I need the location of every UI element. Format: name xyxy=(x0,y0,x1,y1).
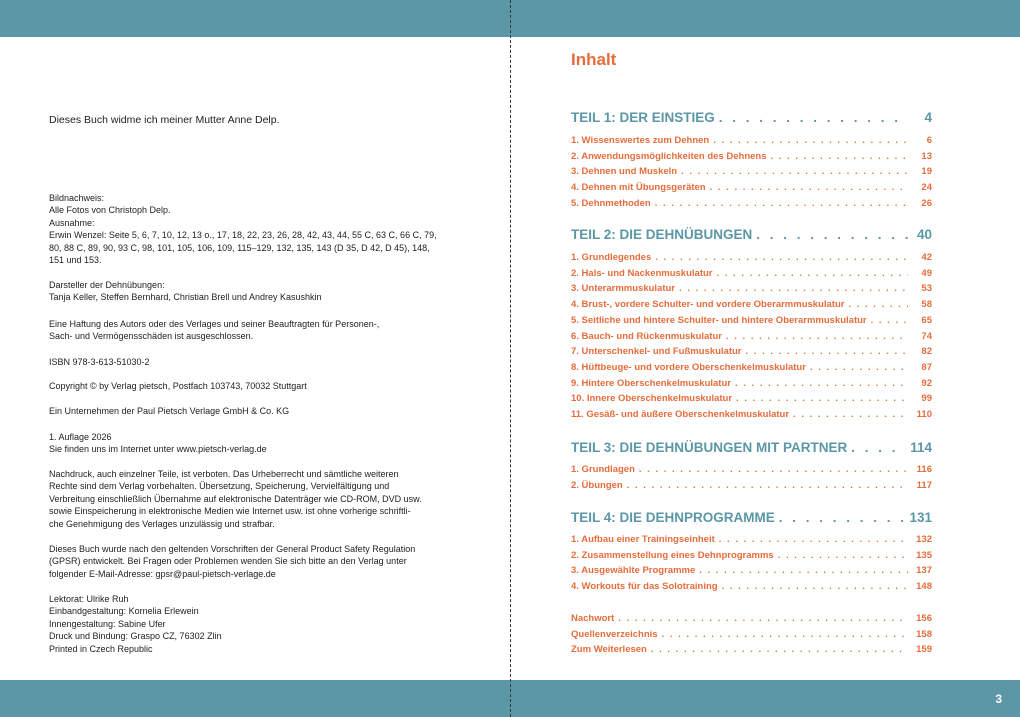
toc-entry xyxy=(571,283,932,294)
toc-entry-page: 117 xyxy=(916,480,932,491)
credits-photos xyxy=(49,192,449,266)
leader-dots xyxy=(771,151,909,162)
leader-dots xyxy=(746,346,909,357)
toc-title: Inhalt xyxy=(571,50,617,69)
toc-part-page: 131 xyxy=(909,510,932,525)
copyright: Copyright © by Verlag pietsch, Postfach 103743, 70032 Stuttgart xyxy=(49,381,307,391)
leader-dots xyxy=(848,299,908,310)
dedication: Dieses Buch widme ich meiner Mutter Anne Delp. xyxy=(49,114,280,126)
toc-entry xyxy=(571,346,932,357)
toc-entry xyxy=(571,378,932,389)
text-line: Innengestaltung: Sabine Ufer xyxy=(49,618,166,629)
leader-dots xyxy=(726,331,908,342)
toc-entry xyxy=(571,393,932,404)
toc-entry xyxy=(571,252,932,263)
rights-notice xyxy=(49,468,449,530)
toc-entry xyxy=(571,464,932,475)
toc-entry-title: 2. Zusammenstellung eines Dehnprogramms xyxy=(571,550,774,561)
toc-part-title: TEIL 2: DIE DEHNÜBUNGEN xyxy=(571,227,753,242)
toc-entry xyxy=(571,299,932,310)
toc-entry-title: 1. Grundlegendes xyxy=(571,252,652,263)
toc-part-title: TEIL 1: DER EINSTIEG xyxy=(571,110,715,125)
text-line: Rechte sind dem Verlag vorbehalten. Übersetzung, Speicherung, Vervielfältigung und xyxy=(49,481,390,492)
staff-credits xyxy=(49,593,449,655)
toc-entry-title: 1. Aufbau einer Trainingseinheit xyxy=(571,534,715,545)
toc-part-title: TEIL 3: DIE DEHNÜBUNGEN MIT PARTNER xyxy=(571,440,848,455)
leader-dots xyxy=(719,534,908,545)
toc-entry-page: 74 xyxy=(921,331,932,342)
toc-appendix-entry xyxy=(571,613,932,624)
toc-entry-title: 7. Unterschenkel- und Fußmuskulatur xyxy=(571,346,742,357)
leader-dots xyxy=(699,565,908,576)
toc-entry-title: 1. Grundlagen xyxy=(571,464,635,475)
toc-entry-page: 26 xyxy=(921,198,932,209)
leader-dots xyxy=(716,268,908,279)
leader-dots xyxy=(681,166,908,177)
leader-dots xyxy=(736,393,908,404)
leader-dots xyxy=(779,510,906,525)
leader-dots xyxy=(810,362,908,373)
toc-entry-title: 2. Anwendungsmöglichkeiten des Dehnens xyxy=(571,151,767,162)
text-line: Lektorat: Ulrike Ruh xyxy=(49,594,129,604)
leader-dots xyxy=(722,581,908,592)
toc-entry xyxy=(571,480,932,491)
toc-part xyxy=(571,110,932,125)
toc-entry-title: 3. Unterarmmuskulatur xyxy=(571,283,676,294)
toc-entry-page: 82 xyxy=(921,346,932,357)
toc-entry-title: 9. Hintere Oberschenkelmuskulatur xyxy=(571,378,731,389)
toc-entry xyxy=(571,198,932,209)
text-line: Einbandgestaltung: Kornelia Erlewein xyxy=(49,606,199,617)
toc-entry-page: 92 xyxy=(921,378,932,389)
text-line: Sie finden uns im Internet unter www.pietsch-verlag.de xyxy=(49,444,267,455)
text-line: Bildnachweis: xyxy=(49,193,105,203)
text-line: Dieses Buch wurde nach den geltenden Vorschriften der General Product Safety Regulation xyxy=(49,544,416,554)
toc-entry xyxy=(571,550,932,561)
toc-appendix-entry-page: 159 xyxy=(916,644,932,655)
leader-dots xyxy=(662,629,908,640)
isbn: ISBN 978-3-613-51030-2 xyxy=(49,357,150,367)
edition xyxy=(49,431,449,456)
toc-entry-title: 2. Hals- und Nackenmuskulatur xyxy=(571,268,713,279)
toc-entry-page: 99 xyxy=(921,393,932,404)
toc-entry-title: 5. Dehnmethoden xyxy=(571,198,651,209)
toc-entry-page: 137 xyxy=(916,565,932,576)
toc-entry-page: 24 xyxy=(921,182,932,193)
text-line: Erwin Wenzel: Seite 5, 6, 7, 10, 12, 13 o., 17, 18, 22, 23, 26, 28, 42, 43, 44, 55 C, 63 C, 66 C, 79, xyxy=(49,230,437,241)
toc-entry-title: 5. Seitliche und hintere Schulter- und hintere Oberarmmuskulatur xyxy=(571,315,867,326)
toc-entry-page: 135 xyxy=(916,550,932,561)
toc-entry-page: 132 xyxy=(916,534,932,545)
text-line: Nachdruck, auch einzelner Teile, ist verboten. Das Urheberrecht und sämtliche weiteren xyxy=(49,469,399,479)
toc-appendix-entry-title: Zum Weiterlesen xyxy=(571,644,647,655)
toc-entry xyxy=(571,268,932,279)
leader-dots xyxy=(651,644,908,655)
leader-dots xyxy=(713,135,908,146)
toc-entry-page: 58 xyxy=(921,299,932,310)
toc-entry xyxy=(571,151,932,162)
toc-part xyxy=(571,227,932,242)
leader-dots xyxy=(778,550,908,561)
text-line: Tanja Keller, Steffen Bernhard, Christian Brell und Andrey Kasushkin xyxy=(49,292,322,303)
toc-entry-page: 6 xyxy=(926,135,932,146)
toc-appendix-entry-page: 156 xyxy=(916,613,932,624)
toc-entry-page: 53 xyxy=(921,283,932,294)
text-line: 80, 88 C, 89, 90, 93 C, 98, 101, 105, 106, 109, 115–129, 132, 135, 143 (D 35, D 42, D 45), 148, xyxy=(49,242,430,253)
toc-part-page: 40 xyxy=(916,227,932,242)
toc-entry-page: 116 xyxy=(916,464,932,475)
page-number: 3 xyxy=(995,692,1002,706)
toc-entry xyxy=(571,135,932,146)
toc-entry-title: 4. Workouts für das Solotraining xyxy=(571,581,718,592)
toc-part-page: 114 xyxy=(910,440,932,455)
toc-entry xyxy=(571,315,932,326)
toc-entry xyxy=(571,409,932,420)
text-line: Verbreitung einschließlich Übernahme auf elektronische Datenträger wie CD-ROM, DVD usw. xyxy=(49,493,422,504)
text-line: Alle Fotos von Christoph Delp. xyxy=(49,205,171,216)
toc-entry-page: 110 xyxy=(916,409,932,420)
text-line: (GPSR) entwickelt. Bei Fragen oder Problemen wenden Sie sich bitte an den Verlag unter xyxy=(49,556,407,567)
leader-dots xyxy=(618,613,908,624)
company: Ein Unternehmen der Paul Pietsch Verlage GmbH & Co. KG xyxy=(49,406,290,416)
toc-part xyxy=(571,510,932,525)
leader-dots xyxy=(756,227,908,242)
toc-entry-title: 11. Gesäß- und äußere Oberschenkelmuskulatur xyxy=(571,409,790,420)
toc-entry-page: 148 xyxy=(916,581,932,592)
toc-appendix-entry-page: 158 xyxy=(916,629,932,640)
toc-part-page: 4 xyxy=(924,110,932,125)
toc-entry-page: 65 xyxy=(921,315,932,326)
toc-entry-title: 2. Übungen xyxy=(571,480,623,491)
leader-dots xyxy=(793,409,908,420)
leader-dots xyxy=(871,315,908,326)
toc-entry-page: 42 xyxy=(921,252,932,263)
toc-entry-title: 4. Brust-, vordere Schulter- und vordere Oberarmmuskulatur xyxy=(571,299,845,310)
text-line: 1. Auflage 2026 xyxy=(49,432,112,442)
leader-dots xyxy=(655,252,908,263)
page-fold-divider xyxy=(510,0,511,717)
toc-appendix-entry-title: Nachwort xyxy=(571,613,615,624)
toc-entry-page: 13 xyxy=(921,151,932,162)
toc-entry-page: 19 xyxy=(921,166,932,177)
toc-appendix-entry xyxy=(571,644,932,655)
toc-appendix-entry xyxy=(571,629,932,640)
toc-entry-title: 8. Hüftbeuge- und vordere Oberschenkelmuskulatur xyxy=(571,362,806,373)
leader-dots xyxy=(679,283,908,294)
leader-dots xyxy=(735,378,908,389)
toc-entry xyxy=(571,362,932,373)
safety-notice xyxy=(49,543,449,580)
toc-entry-page: 87 xyxy=(921,362,932,373)
credits-models xyxy=(49,279,449,304)
leader-dots xyxy=(851,440,906,455)
text-line: Printed in Czech Republic xyxy=(49,643,153,654)
toc-part-title: TEIL 4: DIE DEHNPROGRAMME xyxy=(571,510,775,525)
toc-entry-title: 4. Dehnen mit Übungsgeräten xyxy=(571,182,706,193)
liability-notice xyxy=(49,318,449,343)
toc-entry xyxy=(571,565,932,576)
toc-entry-title: 6. Bauch- und Rückenmuskulatur xyxy=(571,331,722,342)
toc-entry-title: 3. Ausgewählte Programme xyxy=(571,565,696,576)
toc-entry xyxy=(571,581,932,592)
text-line: 151 und 153. xyxy=(49,255,102,266)
text-line: Darsteller der Dehnübungen: xyxy=(49,280,165,290)
text-line: folgender E-Mail-Adresse: gpsr@paul-pietsch-verlage.de xyxy=(49,568,276,579)
toc-entry xyxy=(571,331,932,342)
leader-dots xyxy=(655,198,908,209)
leader-dots xyxy=(627,480,908,491)
text-line: Eine Haftung des Autors oder des Verlages und seiner Beauftragten für Personen-, xyxy=(49,319,380,329)
toc-entry-title: 10. Innere Oberschenkelmuskulatur xyxy=(571,393,733,404)
toc-entry-title: 3. Dehnen und Muskeln xyxy=(571,166,678,177)
text-line: sowie Einspeicherung in elektronische Medien wie Internet usw. ist ohne vorherige schriftli- xyxy=(49,506,411,517)
toc-entry xyxy=(571,182,932,193)
leader-dots xyxy=(710,182,908,193)
text-line: Sach- und Vermögensschäden ist ausgeschlossen. xyxy=(49,331,254,342)
leader-dots xyxy=(719,110,908,125)
toc-appendix-entry-title: Quellenverzeichnis xyxy=(571,629,658,640)
toc-entry-title: 1. Wissenswertes zum Dehnen xyxy=(571,135,710,146)
text-line: che Genehmigung des Verlages unzulässig und strafbar. xyxy=(49,518,275,529)
text-line: Ausnahme: xyxy=(49,217,95,228)
text-line: Druck und Bindung: Graspo CZ, 76302 Zlin xyxy=(49,631,222,642)
toc-entry xyxy=(571,166,932,177)
toc-part xyxy=(571,440,932,455)
leader-dots xyxy=(639,464,908,475)
toc-entry-page: 49 xyxy=(921,268,932,279)
toc-entry xyxy=(571,534,932,545)
